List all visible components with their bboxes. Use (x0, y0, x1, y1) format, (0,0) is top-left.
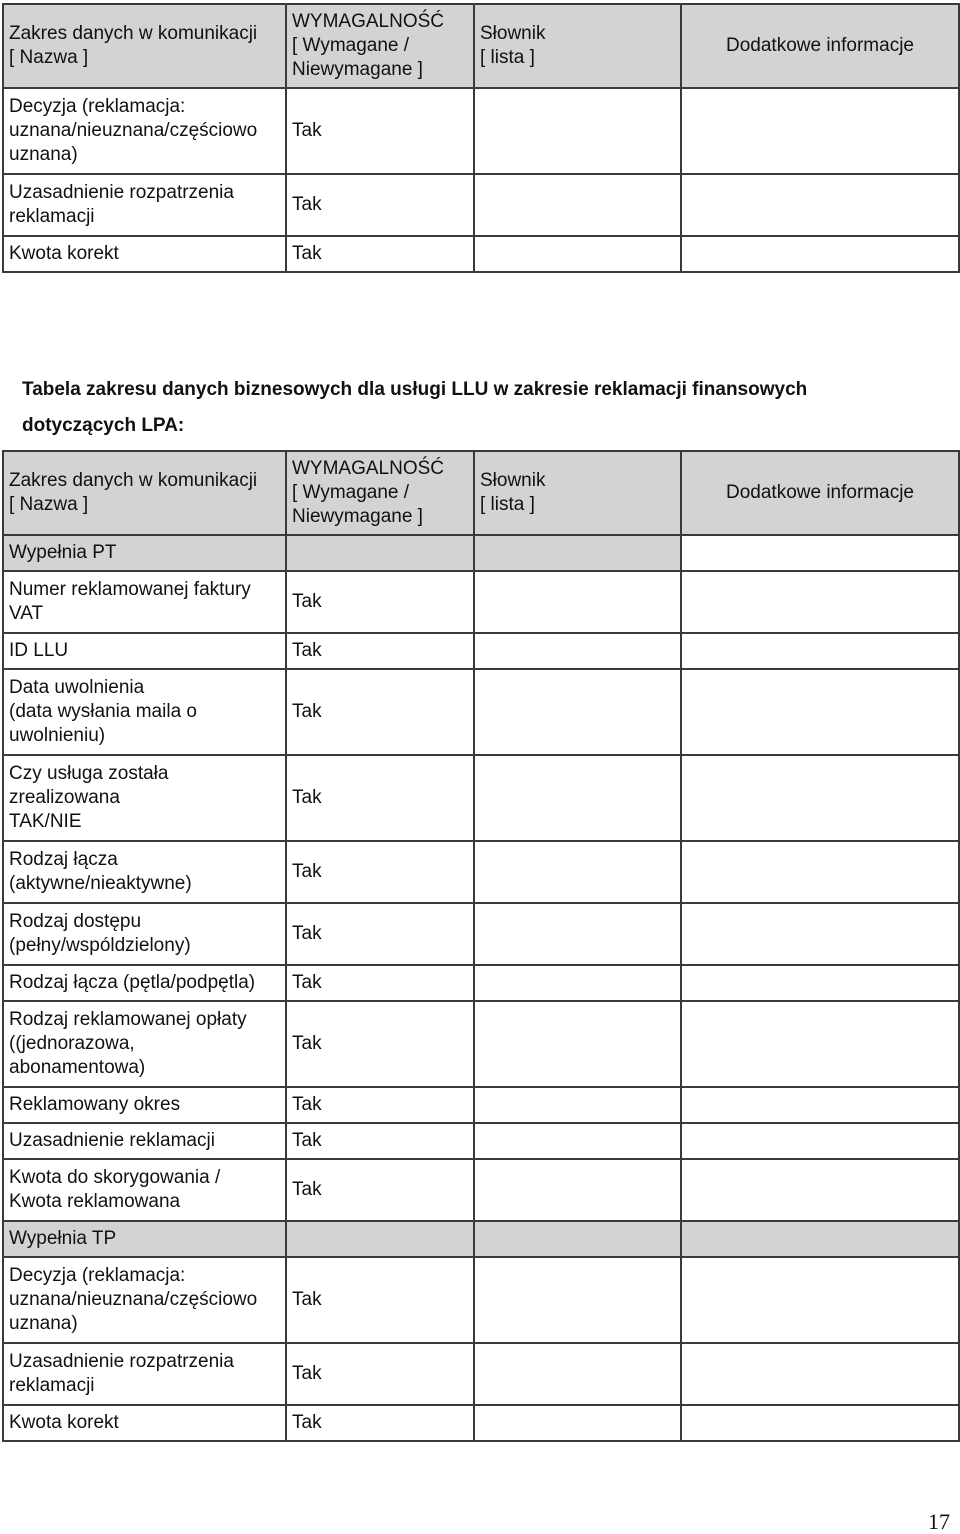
table-row (3, 903, 959, 965)
section-cell (474, 535, 681, 571)
section-cell (681, 535, 959, 571)
header-dictionary-line2: [ lista ] (480, 47, 535, 68)
row-additional-info (681, 236, 959, 272)
row-dictionary (474, 755, 681, 841)
table-row (3, 1405, 959, 1441)
table-row (3, 1159, 959, 1221)
llu-lpa-financial-complaints-table (2, 450, 960, 1442)
row-dictionary (474, 965, 681, 1001)
row-additional-info (681, 903, 959, 965)
row-additional-info (681, 633, 959, 669)
row-field-name (3, 903, 286, 965)
table-row (3, 1087, 959, 1123)
row-dictionary (474, 1123, 681, 1159)
field-name-line: Reklamowany okres (9, 1094, 181, 1115)
table-row (3, 1123, 959, 1159)
row-additional-info (681, 1257, 959, 1343)
row-field-name (3, 1087, 286, 1123)
field-name-line: Czy usługa została (9, 763, 169, 784)
row-field-name (3, 1257, 286, 1343)
field-name-line: abonamentowa) (9, 1057, 146, 1078)
row-field-name (3, 633, 286, 669)
header-requirement-line1: WYMAGALNOŚĆ (292, 11, 445, 32)
row-additional-info (681, 965, 959, 1001)
row-additional-info (681, 1343, 959, 1405)
row-requirement: Tak (286, 965, 474, 1001)
header-requirement (286, 451, 474, 535)
row-requirement: Tak (286, 755, 474, 841)
section-cell (286, 535, 474, 571)
header-additional-info: Dodatkowe informacje (681, 4, 959, 88)
table-row (3, 1257, 959, 1343)
row-additional-info (681, 88, 959, 174)
row-requirement: Tak (286, 1123, 474, 1159)
table-row (3, 88, 959, 174)
row-requirement: Tak (286, 1343, 474, 1405)
page-number: 17 (928, 1509, 950, 1534)
header-data-scope (3, 4, 286, 88)
field-name-line: Kwota reklamowana (9, 1191, 181, 1212)
row-field-name (3, 88, 286, 174)
data-scope-table-continued (2, 3, 960, 273)
row-additional-info (681, 1087, 959, 1123)
header-requirement-line3: Niewymagane ] (292, 59, 423, 80)
row-requirement: Tak (286, 88, 474, 174)
row-dictionary (474, 236, 681, 272)
row-requirement: Tak (286, 1159, 474, 1221)
section-label: Wypełnia TP (3, 1221, 286, 1257)
field-name-line: uznana/nieuznana/częściowo (9, 1289, 258, 1310)
field-name-line: Decyzja (reklamacja: (9, 96, 186, 117)
header-dictionary-line1: Słownik (480, 470, 546, 491)
row-requirement: Tak (286, 174, 474, 236)
row-field-name (3, 1001, 286, 1087)
header-requirement-line2: [ Wymagane / (292, 35, 410, 56)
row-dictionary (474, 633, 681, 669)
table-row (3, 236, 959, 272)
header-dictionary-line1: Słownik (480, 23, 546, 44)
header-data-scope-line2: [ Nazwa ] (9, 494, 89, 515)
field-name-line: Data uwolnienia (9, 677, 145, 698)
header-dictionary (474, 4, 681, 88)
row-dictionary (474, 1087, 681, 1123)
field-name-line: Kwota korekt (9, 1412, 119, 1433)
field-name-line: uznana/nieuznana/częściowo (9, 120, 258, 141)
table-row (3, 1001, 959, 1087)
row-additional-info (681, 1405, 959, 1441)
row-field-name (3, 1123, 286, 1159)
row-requirement: Tak (286, 1405, 474, 1441)
field-name-line: VAT (9, 603, 44, 624)
table-caption-line2: dotyczących LPA: (22, 415, 185, 436)
table-header-row (3, 451, 959, 535)
row-requirement: Tak (286, 236, 474, 272)
field-name-line: Kwota do skorygowania / (9, 1167, 221, 1188)
header-additional-info: Dodatkowe informacje (681, 451, 959, 535)
row-field-name (3, 1343, 286, 1405)
section-row-tp (3, 1221, 959, 1257)
row-requirement: Tak (286, 571, 474, 633)
header-data-scope-line1: Zakres danych w komunikacji (9, 23, 258, 44)
row-field-name (3, 571, 286, 633)
field-name-line: Rodzaj łącza (9, 849, 118, 870)
section-cell (474, 1221, 681, 1257)
header-dictionary (474, 451, 681, 535)
row-requirement: Tak (286, 1087, 474, 1123)
row-additional-info (681, 841, 959, 903)
row-field-name (3, 174, 286, 236)
row-field-name (3, 1405, 286, 1441)
field-name-line: zrealizowana (9, 787, 120, 808)
header-data-scope-line1: Zakres danych w komunikacji (9, 470, 258, 491)
row-dictionary (474, 669, 681, 755)
table-row (3, 965, 959, 1001)
header-data-scope (3, 451, 286, 535)
field-name-line: uznana) (9, 144, 78, 165)
table-caption-line1: Tabela zakresu danych biznesowych dla usługi LLU w zakresie reklamacji finansowych (22, 379, 808, 400)
row-additional-info (681, 571, 959, 633)
rows-tp (3, 1257, 959, 1441)
table-row (3, 571, 959, 633)
row-requirement: Tak (286, 841, 474, 903)
row-additional-info (681, 174, 959, 236)
field-name-line: (aktywne/nieaktywne) (9, 873, 192, 894)
header-requirement (286, 4, 474, 88)
field-name-line: Uzasadnienie rozpatrzenia (9, 1351, 234, 1372)
field-name-line: reklamacji (9, 1375, 95, 1396)
header-requirement-line1: WYMAGALNOŚĆ (292, 458, 445, 479)
field-name-line: ID LLU (9, 640, 69, 661)
field-name-line: (pełny/wspóldzielony) (9, 935, 191, 956)
row-dictionary (474, 903, 681, 965)
field-name-line: Rodzaj łącza (pętla/podpętla) (9, 972, 256, 993)
section-cell (286, 1221, 474, 1257)
table-row (3, 669, 959, 755)
field-name-line: Uzasadnienie rozpatrzenia (9, 182, 234, 203)
table-row (3, 1343, 959, 1405)
field-name-line: Uzasadnienie reklamacji (9, 1130, 215, 1151)
table-row (3, 841, 959, 903)
row-dictionary (474, 88, 681, 174)
rows-pt (3, 571, 959, 1221)
field-name-line: uwolnieniu) (9, 725, 106, 746)
row-requirement: Tak (286, 1001, 474, 1087)
row-dictionary (474, 1001, 681, 1087)
row-field-name (3, 841, 286, 903)
row-field-name (3, 669, 286, 755)
field-name-line: Rodzaj reklamowanej opłaty (9, 1009, 247, 1030)
row-dictionary (474, 1159, 681, 1221)
field-name-line: Decyzja (reklamacja: (9, 1265, 186, 1286)
row-dictionary (474, 1343, 681, 1405)
row-requirement: Tak (286, 669, 474, 755)
header-requirement-line2: [ Wymagane / (292, 482, 410, 503)
field-name-line: Rodzaj dostępu (9, 911, 142, 932)
table-row (3, 755, 959, 841)
row-dictionary (474, 841, 681, 903)
field-name-line: uznana) (9, 1313, 78, 1334)
row-additional-info (681, 755, 959, 841)
row-additional-info (681, 669, 959, 755)
row-dictionary (474, 174, 681, 236)
table-row (3, 174, 959, 236)
field-name-line: reklamacji (9, 206, 95, 227)
row-requirement: Tak (286, 903, 474, 965)
row-requirement: Tak (286, 1257, 474, 1343)
row-dictionary (474, 1405, 681, 1441)
field-name-line: TAK/NIE (9, 811, 82, 832)
row-dictionary (474, 571, 681, 633)
field-name-line: Numer reklamowanej faktury (9, 579, 251, 600)
row-additional-info (681, 1159, 959, 1221)
header-dictionary-line2: [ lista ] (480, 494, 535, 515)
row-field-name (3, 1159, 286, 1221)
row-additional-info (681, 1001, 959, 1087)
section-label: Wypełnia PT (3, 535, 286, 571)
section-row-pt (3, 535, 959, 571)
field-name-line: Kwota korekt (9, 243, 119, 264)
row-field-name (3, 755, 286, 841)
section-cell (681, 1221, 959, 1257)
table-header-row (3, 4, 959, 88)
row-dictionary (474, 1257, 681, 1343)
row-field-name (3, 236, 286, 272)
row-field-name (3, 965, 286, 1001)
table-row (3, 633, 959, 669)
header-requirement-line3: Niewymagane ] (292, 506, 423, 527)
header-data-scope-line2: [ Nazwa ] (9, 47, 89, 68)
field-name-line: (data wysłania maila o (9, 701, 197, 722)
row-requirement: Tak (286, 633, 474, 669)
field-name-line: ((jednorazowa, (9, 1033, 135, 1054)
row-additional-info (681, 1123, 959, 1159)
